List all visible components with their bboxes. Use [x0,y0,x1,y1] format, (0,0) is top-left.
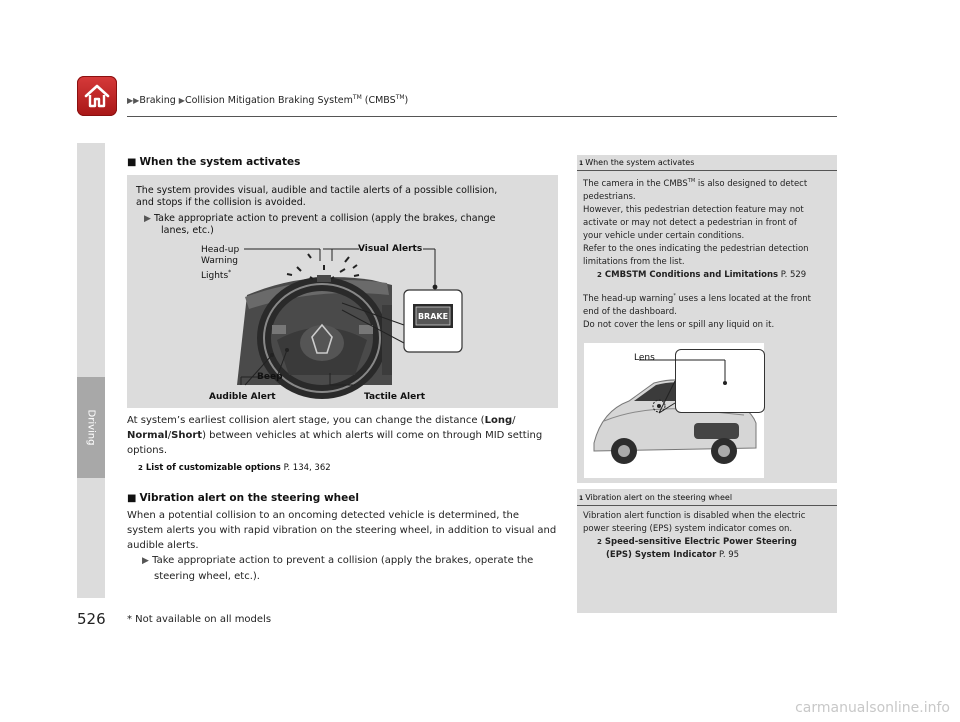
breadcrumb-arrow-icon: ▶▶ [127,96,140,106]
sidebar-note-activation [577,155,837,483]
sidebar-note-title: 1 When the system activates [579,158,695,167]
reference-icon: 2 [138,464,143,472]
sidebar-note-text: The camera in the CMBS™ is also designed to detect pedestrians. However, this pedestrian detection feature may not activate or may not detect a pedestrian in front of your vehicle under certain conditions. Refer to the ones indicating the pedestrian detection limitations from the list. 2 CMBSTM Conditions and Limitations P. 529 The head-up warning* uses a lens located at the front end of the dashboard. Do not cover the lens or spill any liquid on it. [583,175,833,332]
page-number: 526 [77,610,106,628]
vibration-action: ▶ Take appropriate action to prevent a collision (apply the brakes, operate the steering wheel, etc.). [142,555,534,582]
chapter-tab-spacer [77,143,105,377]
breadcrumb-item-cmbs[interactable]: Collision Mitigation Braking System™ (CMBS™) [184,94,409,107]
chapter-tab-spacer [77,478,105,598]
home-icon [84,84,110,108]
label-head-up-warning: Head-up Warning Lights* [201,245,240,281]
label-lens: Lens [634,353,655,363]
breadcrumb [127,94,408,106]
watermark: carmanualsonline.info [795,700,950,716]
sidebar-note-title: 1 Vibration alert on the steering wheel [579,493,733,502]
action-arrow-icon: ▶ [142,556,149,566]
figure-caption: The system provides visual, audible and tactile alerts of a possible collision, and stops if the collision is avoided. [136,185,498,208]
sidebar-divider [577,170,837,171]
section-heading: ■ When the system activates [127,156,301,168]
breadcrumb-item-braking[interactable]: Braking [139,95,176,107]
customize-paragraph: At system’s earliest collision alert stage, you can change the distance (Long/ Normal/Short) between vehicles at which alerts will come on through MID setting options. [127,415,543,456]
section-bullet-icon: ■ [127,157,137,168]
footnote: * Not available on all models [127,614,272,625]
dashboard-illustration [127,175,558,408]
home-button[interactable] [77,76,117,116]
label-audible-alert: Audible Alert [209,392,276,402]
reference-icon: 2 [597,538,602,546]
xref-eps-indicator[interactable]: 2 Speed-sensitive Electric Power Steering (EPS) System Indicator P. 95 [597,537,797,560]
alert-figure [127,175,558,408]
chapter-tab-label: Driving [85,409,97,446]
breadcrumb-arrow-icon: ▶ [178,96,185,106]
xref-cmbs-conditions[interactable]: 2 CMBSTM Conditions and Limitations P. 529 [597,269,807,280]
label-tactile-alert: Tactile Alert [364,392,425,402]
sidebar-note-vibration [577,489,837,613]
header-divider [127,116,837,117]
label-visual-alerts: Visual Alerts [358,244,423,254]
vibration-paragraph: When a potential collision to an oncoming detected vehicle is determined, the system alerts you with rapid vibration on the steering wheel, in addition to visual and audible alerts. [127,510,557,551]
section-heading: ■ Vibration alert on the steering wheel [127,492,359,504]
action-arrow-icon: ▶ [144,214,151,224]
sidebar-divider [577,505,837,506]
xref-customizable-options[interactable]: 2 List of customizable options P. 134, 362 [138,463,331,473]
sidebar-note-text: Vibration alert function is disabled when the electric power steering (EPS) system indicator comes on. 2 Speed-sensitive Electric Power Steering (EPS) System Indicator P. 95 [583,510,833,562]
brake-indicator: BRAKE [417,311,449,321]
section-bullet-icon: ■ [127,493,137,504]
lens-callout-lines [577,343,767,453]
label-beep: Beep [257,372,283,382]
reference-icon: 2 [597,270,602,279]
figure-action: ▶ Take appropriate action to prevent a collision (apply the brakes, change lanes, etc.) [144,213,496,236]
